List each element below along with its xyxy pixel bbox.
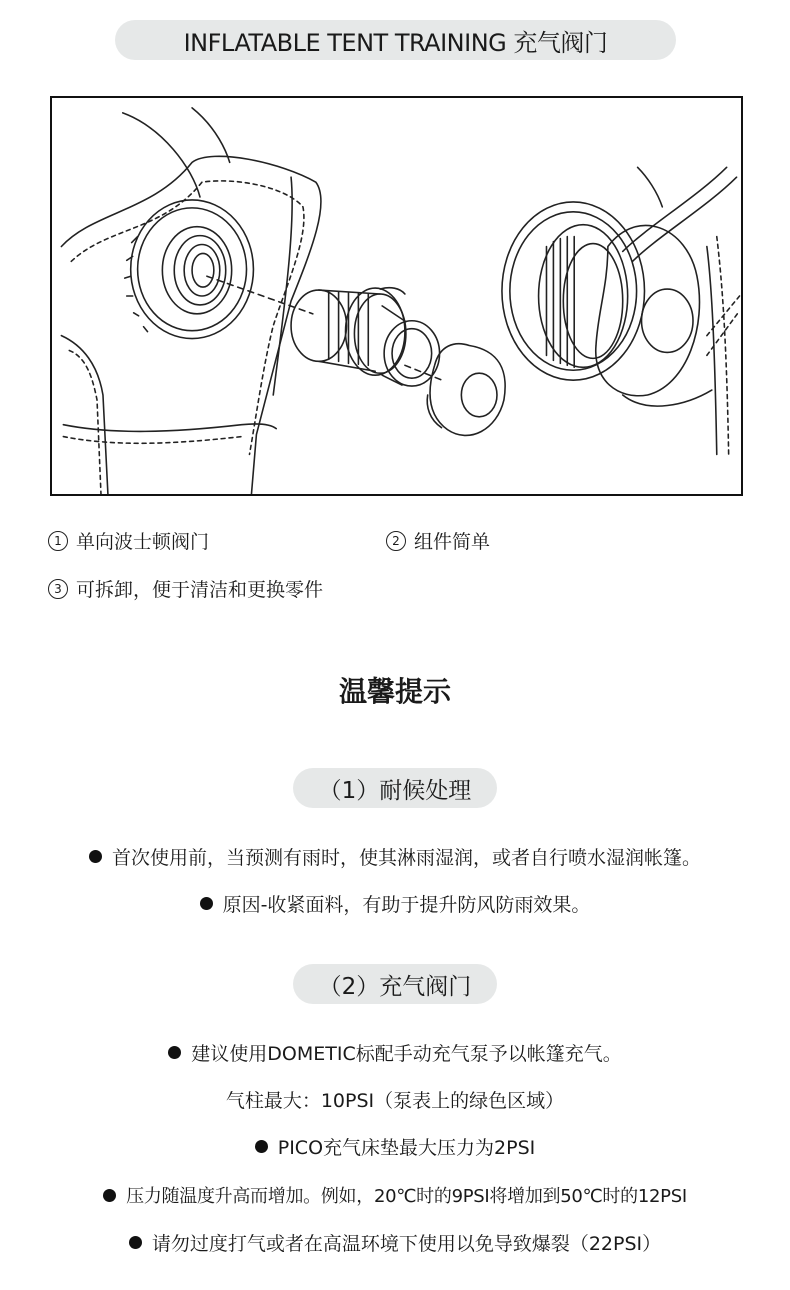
valve-cap-ring-icon [125, 200, 254, 339]
tip-text: 请勿过度打气或者在高温环境下使用以免导致爆裂（22PSI） [151, 1233, 662, 1255]
tent-fabric-icon [61, 108, 321, 494]
circled-number: 3 [48, 579, 68, 599]
tip-text: 气柱最大：10PSI（泵表上的绿色区域） [225, 1090, 565, 1112]
section-2-label: （2）充气阀门 [293, 964, 497, 1004]
circled-number: 2 [386, 531, 406, 551]
tip-text: 原因-收紧面料，有助于提升防风防雨效果。 [222, 894, 591, 916]
tip-line [0, 1229, 790, 1256]
bullet-icon [168, 1046, 181, 1059]
bullet-icon [89, 850, 102, 863]
tip-line [0, 1039, 790, 1066]
bullet-icon [129, 1236, 142, 1249]
header-title: INFLATABLE TENT TRAINING 充气阀门 [115, 20, 676, 60]
installed-valve-icon [502, 167, 740, 454]
feature-item-3 [48, 575, 323, 602]
bullet-icon [103, 1189, 116, 1202]
feature-item-1 [48, 527, 209, 554]
tip-line [0, 1133, 790, 1160]
feature-text: 可拆卸，便于清洁和更换零件 [76, 579, 324, 601]
tip-text: 首次使用前，当预测有雨时，使其淋雨湿润，或者自行喷水湿润帐篷。 [111, 847, 701, 869]
feature-text: 单向波士顿阀门 [76, 531, 210, 553]
tip-text: 建议使用DOMETIC标配手动充气泵予以帐篷充气。 [191, 1043, 622, 1065]
section-1-label: （1）耐候处理 [293, 768, 497, 808]
tips-title: 温馨提示 [338, 675, 451, 708]
valve-diagram [50, 96, 743, 496]
tip-line [0, 1086, 790, 1113]
bullet-icon [255, 1140, 268, 1153]
tip-text: 压力随温度升高而增加。例如，20℃时的9PSI将增加到50℃时的12PSI [126, 1186, 687, 1207]
feature-text: 组件简单 [414, 531, 491, 553]
bullet-icon [200, 897, 213, 910]
valve-threaded-body-icon [291, 288, 440, 386]
circled-number: 1 [48, 531, 68, 551]
tip-line [0, 890, 790, 917]
tip-line [0, 843, 790, 870]
tip-text: PICO充气床垫最大压力为2PSI [277, 1137, 536, 1159]
feature-item-2 [386, 527, 490, 554]
tip-line [0, 1182, 790, 1208]
